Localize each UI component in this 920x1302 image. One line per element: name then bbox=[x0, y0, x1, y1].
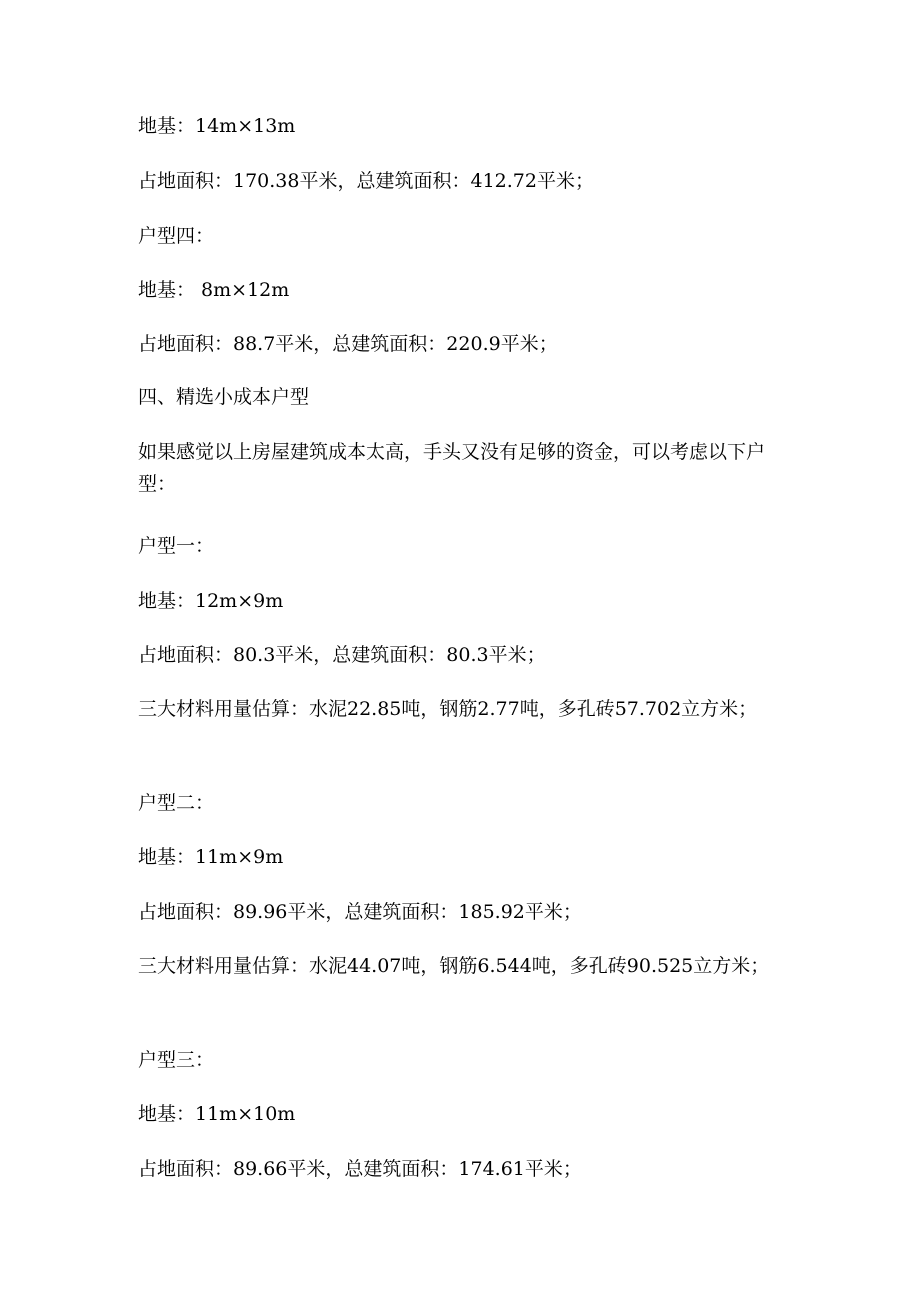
foundation-line: 地基： 8m×12m bbox=[138, 279, 290, 301]
foundation-line: 地基：11m×10m bbox=[138, 1103, 296, 1125]
area-line: 占地面积：89.96平米，总建筑面积：185.92平米； bbox=[138, 901, 582, 923]
unit-heading: 户型二： bbox=[138, 792, 215, 814]
materials-line: 三大材料用量估算：水泥44.07吨，钢筋6.544吨，多孔砖90.525立方米； bbox=[138, 955, 770, 977]
area-line: 占地面积：170.38平米，总建筑面积：412.72平米； bbox=[138, 170, 594, 192]
intro-paragraph: 如果感觉以上房屋建筑成本太高，手头又没有足够的资金，可以考虑以下户型： bbox=[138, 441, 766, 495]
unit-heading: 户型三： bbox=[138, 1049, 215, 1071]
area-line: 占地面积：89.66平米，总建筑面积：174.61平米； bbox=[138, 1158, 582, 1180]
section-heading: 四、精选小成本户型 bbox=[138, 386, 310, 408]
materials-line: 三大材料用量估算：水泥22.85吨，钢筋2.77吨，多孔砖57.702立方米； bbox=[138, 698, 758, 720]
foundation-line: 地基：11m×9m bbox=[138, 846, 284, 868]
area-line: 占地面积：80.3平米，总建筑面积：80.3平米； bbox=[138, 644, 546, 666]
foundation-line: 地基：14m×13m bbox=[138, 115, 296, 137]
unit-heading: 户型四： bbox=[138, 225, 215, 247]
foundation-line: 地基：12m×9m bbox=[138, 590, 284, 612]
area-line: 占地面积：88.7平米，总建筑面积：220.9平米； bbox=[138, 333, 558, 355]
unit-heading: 户型一： bbox=[138, 535, 215, 557]
